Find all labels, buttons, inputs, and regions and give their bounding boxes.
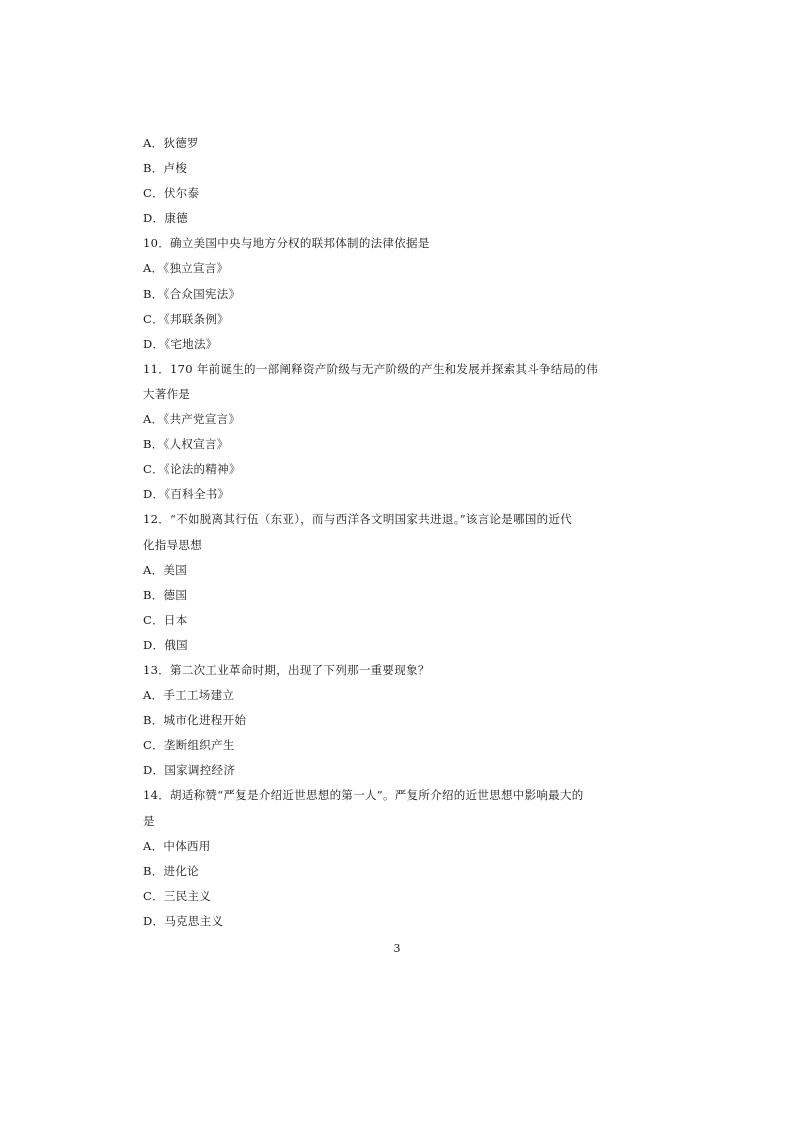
option-12-b: B．德国 xyxy=(143,587,188,602)
option-9-a: A．狄德罗 xyxy=(143,136,199,150)
option-13-d: D．国家调控经济 xyxy=(143,763,236,778)
option-11-a: A．《共产党宣言》 xyxy=(143,412,241,427)
option-10-c: C．《邦联条例》 xyxy=(143,311,229,326)
question-14-stem: 14．胡适称赞“严复是介绍近世思想的第一人”。严复所介绍的近世思想中影响最大的 xyxy=(143,788,584,803)
option-10-b: B．《合众国宪法》 xyxy=(143,286,241,301)
option-11-b: B．《人权宣言》 xyxy=(143,437,229,452)
question-11-stem: 11．170 年前诞生的一部阐释资产阶级与无产阶级的产生和发展并探索其斗争结局的伟 xyxy=(143,361,599,376)
option-9-c: C．伏尔泰 xyxy=(143,186,200,201)
option-14-b: B．进化论 xyxy=(143,863,199,878)
option-9-b: B．卢梭 xyxy=(143,161,188,176)
option-13-c: C．垄断组织产生 xyxy=(143,738,235,753)
option-10-d: D．《宅地法》 xyxy=(143,336,218,351)
option-12-a: A．美国 xyxy=(143,562,188,577)
question-12-stem-continued: 化指导思想 xyxy=(143,537,202,552)
question-11-stem-continued: 大著作是 xyxy=(143,386,191,401)
option-11-c: C．《论法的精神》 xyxy=(143,462,241,477)
question-12-stem: 12．“不如脱离其行伍（东亚），而与西洋各文明国家共进退。”该言论是哪国的近代 xyxy=(143,512,573,527)
option-10-a: A．《独立宣言》 xyxy=(143,261,229,276)
option-14-a: A．中体西用 xyxy=(143,838,211,853)
option-13-a: A．手工工场建立 xyxy=(143,688,235,703)
question-content xyxy=(143,131,599,934)
option-12-d: D．俄国 xyxy=(143,637,188,652)
option-12-c: C．日本 xyxy=(143,612,188,627)
option-14-d: D．马克思主义 xyxy=(143,913,224,928)
option-9-d: D．康德 xyxy=(143,211,188,226)
option-14-c: C．三民主义 xyxy=(143,888,212,903)
option-11-d: D．《百科全书》 xyxy=(143,487,230,502)
option-13-b: B．城市化进程开始 xyxy=(143,713,247,728)
question-13-stem: 13．第二次工业革命时期，出现了下列那一重要现象？ xyxy=(143,662,430,677)
question-10-stem: 10．确立美国中央与地方分权的联邦体制的法律依据是 xyxy=(143,236,430,251)
question-14-stem-continued: 是 xyxy=(143,813,155,828)
page-number: 3 xyxy=(393,942,401,955)
